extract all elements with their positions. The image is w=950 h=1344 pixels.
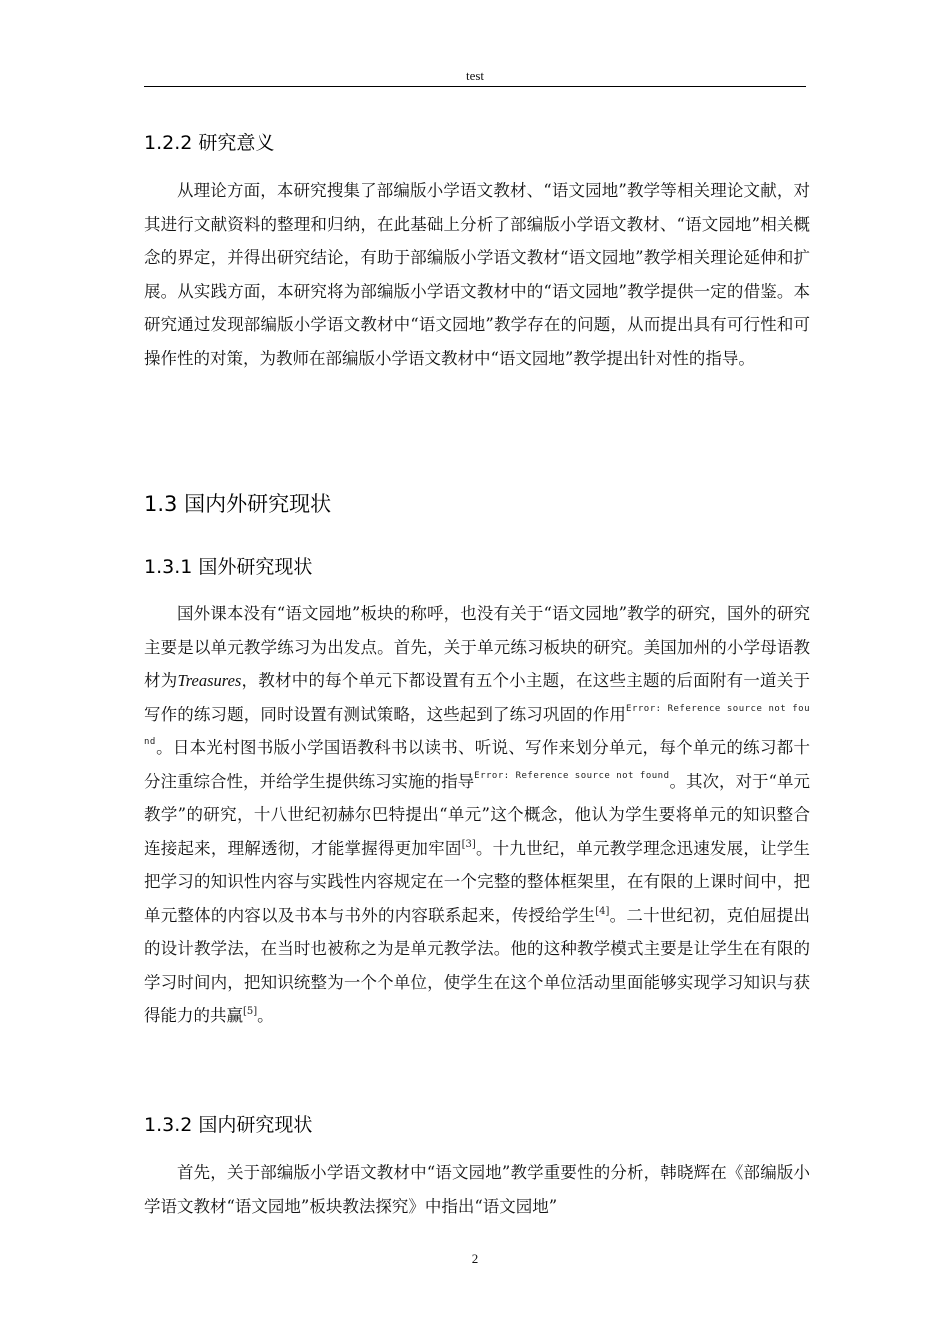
citation-3: [3] (461, 838, 476, 850)
page-header: test (465, 68, 485, 83)
text-run: 。二十世纪初，克伯屈提出的设计教学法，在当时也被称之为是单元教学法。他的这种教学模式主要是让学生在有限的学习时间内，把知识统整为一个个单位，使学生在这个单位活动里面能够实现学习知识与获得能力的共赢 (144, 905, 811, 1025)
heading-1-3-2: 1.3.2 国内研究现状 (144, 1114, 313, 1136)
paragraph-foreign-research (144, 597, 810, 1033)
text-run: 。其次，对于“单元教学”的研究，十八世纪初赫尔巴特提出“单元”这个概念，他认为学生要将单元的知识整合连接起来，理解透彻，才能掌握得更加牢固 (144, 771, 811, 858)
heading-1-3: 1.3 国内外研究现状 (144, 492, 332, 516)
heading-1-2-2: 1.2.2 研究意义 (144, 132, 275, 154)
citation-5: [5] (243, 1006, 258, 1017)
heading-1-3-1: 1.3.1 国外研究现状 (144, 556, 313, 578)
paragraph-domestic-research: 首先，关于部编版小学语文教材中“语文园地”教学重要性的分析，韩晓辉在《部编版小学语文教材“语文园地”板块教法探究》中指出“语文园地” (144, 1163, 810, 1216)
reference-error: Error: Reference source not found (474, 770, 670, 781)
page-number: 2 (471, 1251, 479, 1266)
text-run: ，教材中的每个单元下都设置有五个小主题，在这些主题的后面附有一道关于写作的练习题，同时设置有测试策略，这些起到了练习巩固的作用 (144, 671, 811, 724)
citation-4: [4] (595, 905, 610, 917)
italic-term-treasures: Treasures (177, 671, 242, 690)
text-run: 。十九世纪，单元教学理念迅速发展，让学生把学习的知识性内容与实践性内容规定在一个完整的整体框架里，在有限的上课时间中，把单元整体的内容以及书本与书外的内容联系起来，传授给学生 (144, 838, 811, 925)
paragraph-research-significance: 从理论方面，本研究搜集了部编版小学语文教材、“语文园地”教学等相关理论文献，对其进行文献资料的整理和归纳，在此基础上分析了部编版小学语文教材、“语文园地”相关概念的界定，并得出研究结论，有助于部编版小学语文教材“语文园地”教学相关理论延伸和扩展。从实践方面，本研究将为部编版小学语文教材中的“语文园地”教学提供一定的借鉴。本研究通过发现部编版小学语文教材中“语文园地”教学存在的问题，从而提出具有可行性和可操作性的对策，为教师在部编版小学语文教材中“语文园地”教学提出针对性的指导。 (144, 181, 810, 368)
text-run: 。日本光村图书版小学国语教科书以读书、听说、写作来划分单元，每个单元的练习都十分注重综合性，并给学生提供练习实施的指导 (144, 738, 810, 791)
reference-error: Error: Reference source not found (144, 703, 810, 747)
header-rule (144, 86, 806, 87)
text-run: 国外课本没有“语文园地”板块的称呼，也没有关于“语文园地”教学的研究，国外的研究主要是以单元教学练习为出发点。首先，关于单元练习板块的研究。美国加州的小学母语教材为 (144, 604, 810, 690)
text-run: 。 (257, 1006, 274, 1025)
